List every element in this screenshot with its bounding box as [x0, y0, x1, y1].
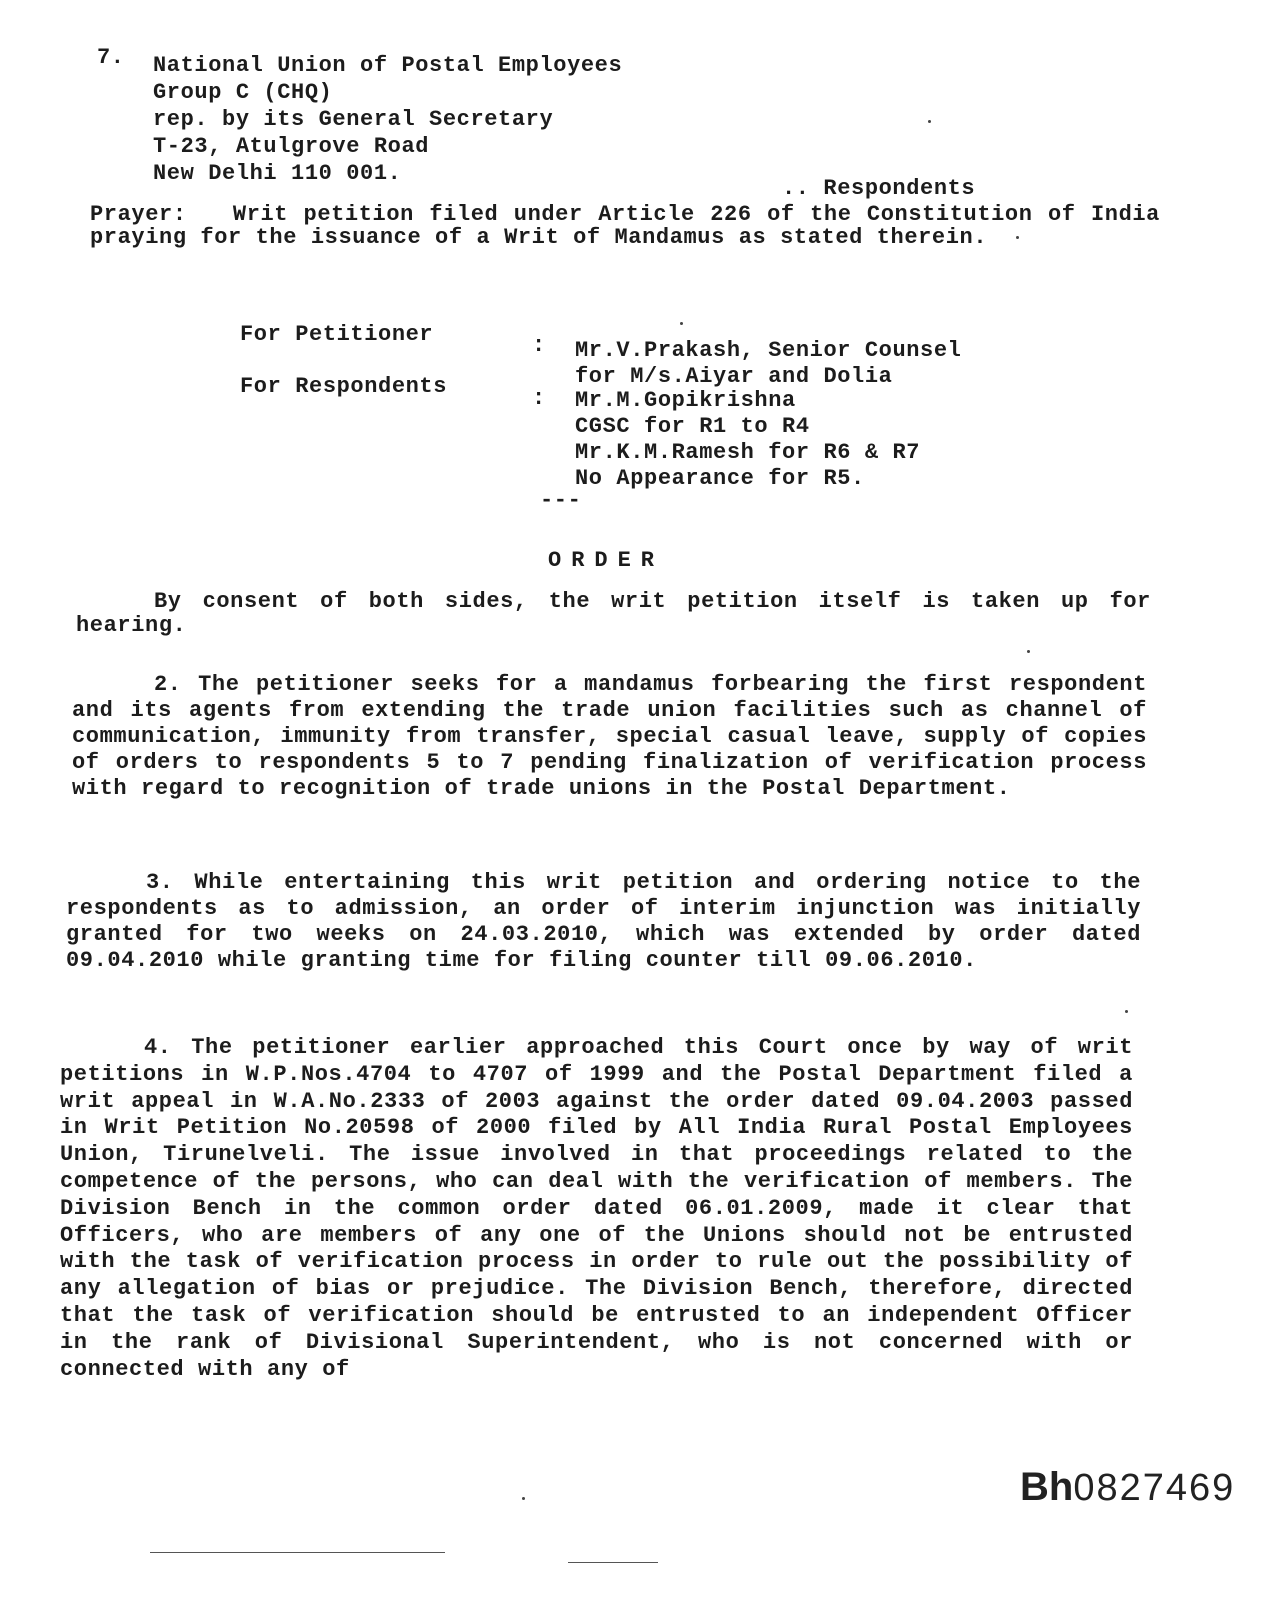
order-paragraph-3: 3. While entertaining this writ petition and ordering notice to the respondents as to admission, an order of interim injunction was initially granted for two weeks on 24.03.2010, which was extended by order dated 09.04.2010 while granting time for filing counter till 09.06.2010.	[66, 870, 1141, 973]
respondents-counsel-names	[575, 388, 920, 492]
section-divider: ---	[540, 488, 582, 513]
respondent-line: New Delhi 110 001.	[153, 161, 402, 186]
petitioner-separator: :	[532, 333, 546, 358]
petitioner-counsel-names	[575, 338, 961, 390]
counsel-line: Mr.V.Prakash, Senior Counsel	[575, 338, 962, 363]
order-paragraph-1: By consent of both sides, the writ petition itself is taken up for hearing.	[76, 589, 1151, 638]
counsel-line: Mr.M.Gopikrishna	[575, 388, 796, 413]
prayer-heading: Prayer:	[90, 202, 187, 227]
respondents-label: .. Respondents	[782, 176, 976, 201]
order-paragraph-2: 2. The petitioner seeks for a mandamus forbearing the first respondent and its agents from extending the trade union facilities such as channel of communication, immunity from transfer, special casual leave, supply of copies of orders to respondents 5 to 7 pending finalization of verification process with regard to recognition of trade unions in the Postal Department.	[72, 672, 1147, 801]
prayer-paragraph	[90, 203, 1160, 249]
respondent-number: 7.	[97, 45, 125, 70]
prayer-text: Writ petition filed under Article 226 of the Constitution of India praying for the issuance of a Writ of Mandamus as stated therein.	[90, 202, 1160, 250]
respondent-line: T-23, Atulgrove Road	[153, 134, 430, 159]
counsel-line: for M/s.Aiyar and Dolia	[575, 364, 893, 389]
respondents-separator: :	[532, 386, 546, 411]
counsel-line: Mr.K.M.Ramesh for R6 & R7	[575, 440, 921, 465]
serial-digits: 0827469	[1073, 1467, 1236, 1509]
bottom-rule-right	[568, 1562, 658, 1563]
respondent-line: National Union of Postal Employees	[153, 53, 623, 78]
order-heading: ORDER	[548, 548, 665, 573]
respondent-line: Group C (CHQ)	[153, 80, 333, 105]
respondent-address	[153, 52, 622, 187]
respondents-counsel-label: For Respondents	[240, 374, 448, 399]
document-serial-number	[1020, 1465, 1235, 1510]
serial-prefix: Bh	[1020, 1465, 1074, 1509]
bottom-rule-left	[150, 1552, 445, 1553]
respondent-line: rep. by its General Secretary	[153, 107, 554, 132]
order-paragraph-4: 4. The petitioner earlier approached this Court once by way of writ petitions in W.P.Nos.4704 to 4707 of 1999 and the Postal Department filed a writ appeal in W.A.No.2333 of 2003 against the order dated 09.04.2003 passed in Writ Petition No.20598 of 2000 filed by All India Rural Postal Employees Union, Tirunelveli. The issue involved in that proceedings related to the competence of the persons, who can deal with the verification of members. The Division Bench in the common order dated 06.01.2009, made it clear that Officers, who are members of any one of the Unions should not be entrusted with the task of verification process in order to rule out the possibility of any allegation of bias or prejudice. The Division Bench, therefore, directed that the task of verification should be entrusted to an independent Officer in the rank of Divisional Superintendent, who is not concerned with or connected with any of	[60, 1035, 1133, 1382]
petitioner-counsel-label: For Petitioner	[240, 322, 434, 347]
counsel-line: CGSC for R1 to R4	[575, 414, 810, 439]
counsel-line: No Appearance for R5.	[575, 466, 865, 491]
